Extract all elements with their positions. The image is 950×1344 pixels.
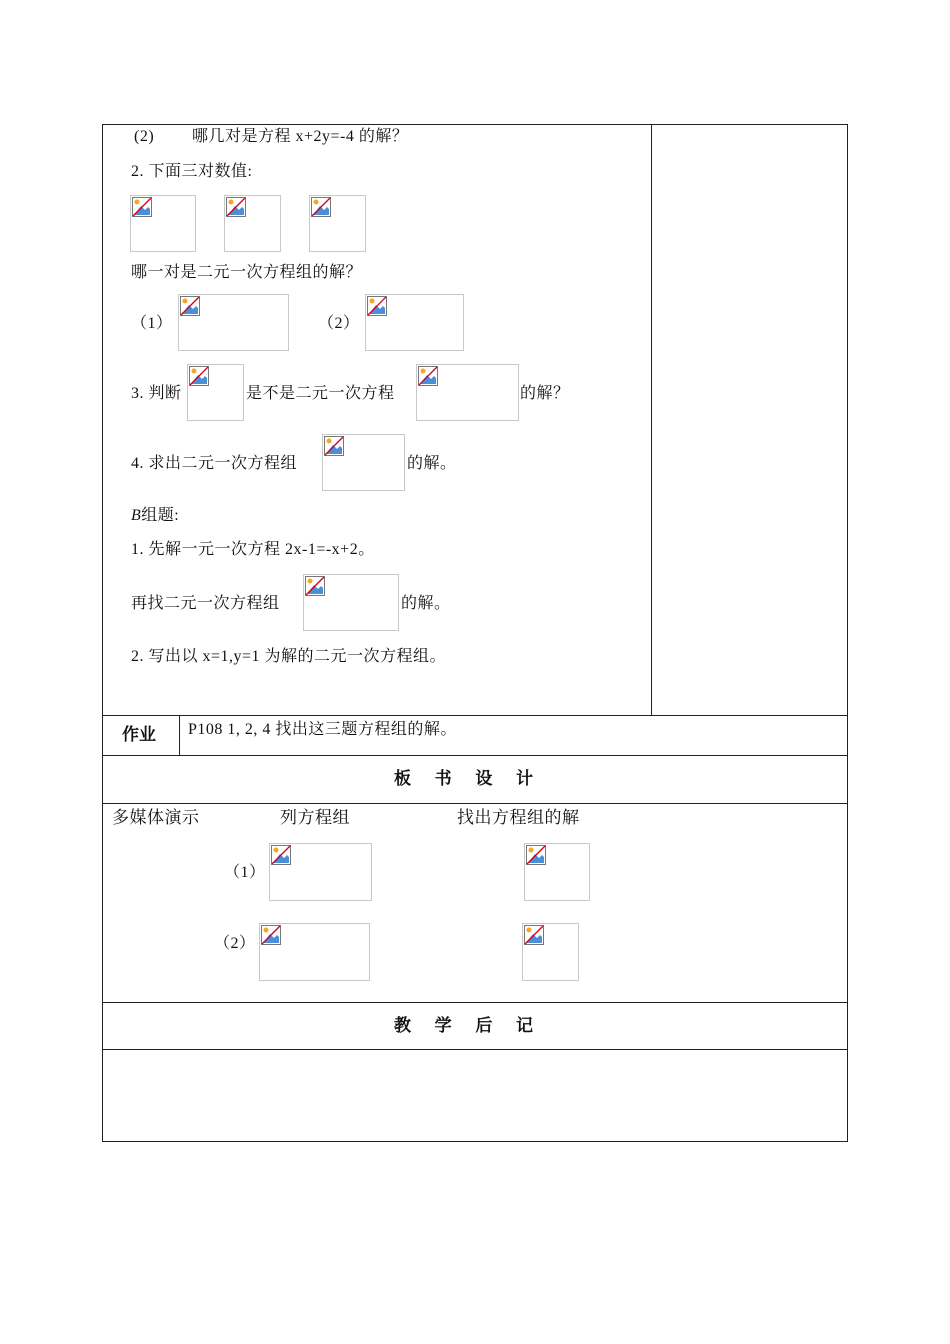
question-2-option-1-label: （1） <box>131 315 173 332</box>
broken-image-icon <box>418 366 438 386</box>
equation-image-pair-1 <box>130 195 196 252</box>
section-b-question-2: 2. 写出以 x=1,y=1 为解的二元一次方程组。 <box>131 648 447 665</box>
broken-image-icon <box>189 366 209 386</box>
question-1-part-2-text: 哪几对是方程 x+2y=-4 的解？ <box>192 128 409 145</box>
board-design-column-equations: 列方程组 <box>280 808 350 827</box>
board-design-row-1-system-image <box>269 843 372 901</box>
broken-image-icon <box>271 845 291 865</box>
board-design-row-1-solution-image <box>524 843 590 901</box>
equation-image-pair-3 <box>309 195 366 252</box>
section-b-label <box>131 506 179 526</box>
board-design-column-multimedia: 多媒体演示 <box>112 808 200 827</box>
broken-image-icon <box>180 296 200 316</box>
equation-system-image-2 <box>365 294 464 351</box>
question-3-suffix: 的解？ <box>520 385 570 402</box>
row-divider-board-top <box>102 755 848 756</box>
question-2-prompt: 哪一对是二元一次方程组的解？ <box>131 264 363 281</box>
equation-system-image-1 <box>178 294 289 351</box>
question-2-intro: 2. 下面三对数值: <box>131 163 253 180</box>
broken-image-icon <box>524 925 544 945</box>
board-design-row-2-solution-image <box>522 923 579 981</box>
section-b-system-image <box>303 574 399 631</box>
board-design-row-2-system-image <box>259 923 370 981</box>
homework-label-divider <box>179 715 180 756</box>
section-b-label-rest: 组题: <box>141 507 180 524</box>
broken-image-icon <box>132 197 152 217</box>
question-4-prefix: 4. 求出二元一次方程组 <box>131 455 298 472</box>
broken-image-icon <box>311 197 331 217</box>
table-border-left <box>102 124 103 1142</box>
board-design-title: 板 书 设 计 <box>394 769 534 789</box>
row-divider-notes-content <box>102 1049 848 1050</box>
board-design-row-1-label: （1） <box>224 864 266 881</box>
homework-content: P108 1, 2, 4 找出这三题方程组的解。 <box>188 721 457 738</box>
question-3-middle: 是不是二元一次方程 <box>246 385 395 402</box>
question-3-prefix: 3. 判断 <box>131 385 182 402</box>
broken-image-icon <box>261 925 281 945</box>
broken-image-icon <box>324 436 344 456</box>
question-4-suffix: 的解。 <box>407 455 457 472</box>
board-design-column-solutions: 找出方程组的解 <box>457 808 580 827</box>
broken-image-icon <box>526 845 546 865</box>
board-design-row-2-label: （2） <box>214 935 256 952</box>
section-b-question-1-line-2-prefix: 再找二元一次方程组 <box>131 595 280 612</box>
row-divider-notes-top <box>102 1002 848 1003</box>
row-divider-board-content <box>102 803 848 804</box>
table-border-bottom <box>102 1141 848 1142</box>
broken-image-icon <box>226 197 246 217</box>
question-3-equation-image <box>416 364 519 421</box>
table-border-top <box>102 124 848 125</box>
question-1-part-2-label: (2) <box>134 128 155 145</box>
row-divider-homework-top <box>102 715 848 716</box>
question-2-option-2-label: （2） <box>318 315 360 332</box>
broken-image-icon <box>367 296 387 316</box>
question-3-value-image <box>187 364 244 421</box>
equation-image-pair-2 <box>224 195 281 252</box>
question-4-system-image <box>322 434 405 491</box>
section-b-letter: B <box>131 507 142 524</box>
teaching-notes-title: 教 学 后 记 <box>394 1016 534 1036</box>
broken-image-icon <box>305 576 325 596</box>
homework-label: 作业 <box>122 725 156 745</box>
table-border-right <box>847 124 848 1142</box>
inner-column-divider <box>651 124 652 716</box>
section-b-question-1-line-2-suffix: 的解。 <box>401 595 451 612</box>
section-b-question-1: 1. 先解一元一次方程 2x-1=-x+2。 <box>131 541 375 558</box>
